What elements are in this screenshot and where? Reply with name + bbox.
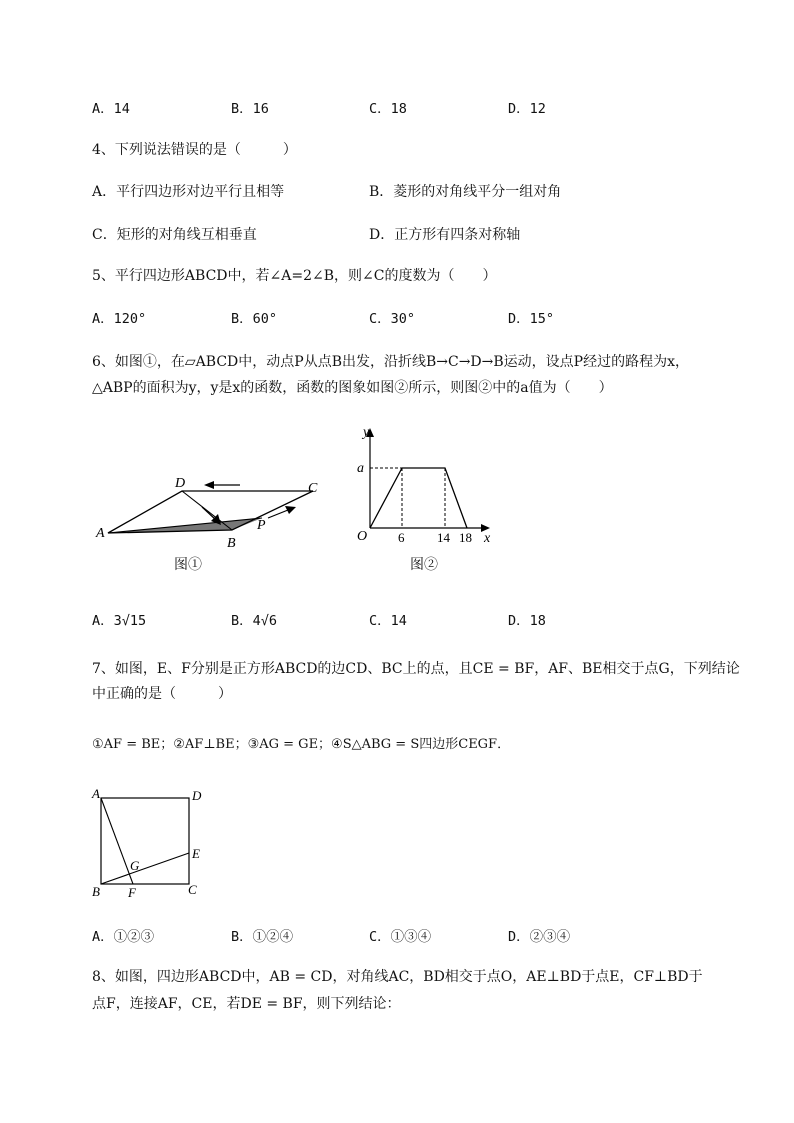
q4-option-d: D．正方形有四条对称轴 xyxy=(369,227,521,243)
tick-18: 18 xyxy=(459,530,472,545)
label-g: G xyxy=(130,858,140,873)
q8-stem-line2: 点F，连接AF，CE，若DE = BF，则下列结论： xyxy=(92,996,401,1012)
q4-option-b: B．菱形的对角线平分一组对角 xyxy=(369,184,562,200)
q6-stem-line2: △ABP的面积为y，y是x的函数，函数的图象如图②所示，则图②中的a值为（ ） xyxy=(92,380,613,396)
square-abcd xyxy=(101,798,189,884)
label-f: F xyxy=(128,885,136,898)
q3-option-b: B．16 xyxy=(231,101,269,117)
label-d: D xyxy=(192,788,202,803)
q5-stem: 5、平行四边形ABCD中，若∠A=2∠B，则∠C的度数为（ ） xyxy=(92,268,497,284)
label-x: x xyxy=(484,531,491,546)
tick-14: 14 xyxy=(437,530,450,545)
q5-option-b: B．60° xyxy=(231,311,278,327)
q6-figure-1-caption: 图① xyxy=(174,557,202,573)
q6-stem-line1: 6、如图①，在▱ABCD中，动点P从点B出发，沿折线B→C→D→B运动，设点P经过的路程为x， xyxy=(92,354,689,370)
q6-option-b: B．4√6 xyxy=(231,613,278,629)
label-a: A xyxy=(96,526,105,541)
label-b: B xyxy=(227,536,236,550)
q6-option-c: C．14 xyxy=(369,613,407,629)
q6-option-d: D．18 xyxy=(508,613,546,629)
label-p: P xyxy=(257,518,266,533)
q5-option-c: C．30° xyxy=(369,311,416,327)
q7-option-c: C．①③④ xyxy=(369,929,432,945)
label-d: D xyxy=(175,476,186,491)
q7-stem-line1: 7、如图，E、F分别是正方形ABCD的边CD、BC上的点，且CE = BF，AF、BE相交于点G，下列结论 xyxy=(92,661,740,677)
label-c: C xyxy=(188,882,197,897)
q6-figure-2 xyxy=(352,424,502,550)
q7-option-d: D．②③④ xyxy=(508,929,571,945)
q6-figure-1 xyxy=(92,470,332,550)
label-a: A xyxy=(92,786,100,801)
label-a-value: a xyxy=(357,461,364,476)
q5-option-d: D．15° xyxy=(508,311,555,327)
q3-option-d: D．12 xyxy=(508,101,546,117)
q3-option-a: A．14 xyxy=(92,101,130,117)
label-origin: O xyxy=(357,529,368,544)
segment-af xyxy=(101,798,133,884)
q6-option-a: A．3√15 xyxy=(92,613,147,629)
q3-option-c: C．18 xyxy=(369,101,407,117)
tick-6: 6 xyxy=(398,530,405,545)
q7-conclusions: ①AF = BE；②AF⊥BE；③AG = GE；④S△ABG = S四边形CEGF． xyxy=(92,737,511,752)
q7-option-a: A．①②③ xyxy=(92,929,155,945)
q5-option-a: A．120° xyxy=(92,311,147,327)
q7-option-b: B．①②④ xyxy=(231,929,294,945)
q7-stem-line2: 中正确的是（ ） xyxy=(92,686,232,702)
label-y: y xyxy=(363,425,370,440)
q6-figure-2-caption: 图② xyxy=(410,557,438,573)
q7-figure xyxy=(88,786,218,898)
q4-option-a: A．平行四边形对边平行且相等 xyxy=(92,184,285,200)
arrow-left-head xyxy=(204,481,214,489)
q4-stem: 4、下列说法错误的是（ ） xyxy=(92,142,297,158)
q4-option-c: C．矩形的对角线互相垂直 xyxy=(92,227,257,243)
function-graph xyxy=(370,468,467,528)
label-e: E xyxy=(192,846,200,861)
arrow-down-right-icon xyxy=(202,507,216,520)
segment-be xyxy=(101,853,189,884)
q8-stem-line1: 8、如图，四边形ABCD中，AB = CD，对角线AC，BD相交于点O，AE⊥BD于点E，CF⊥BD于 xyxy=(92,969,703,985)
label-c: C xyxy=(308,481,318,496)
label-b: B xyxy=(92,884,100,898)
